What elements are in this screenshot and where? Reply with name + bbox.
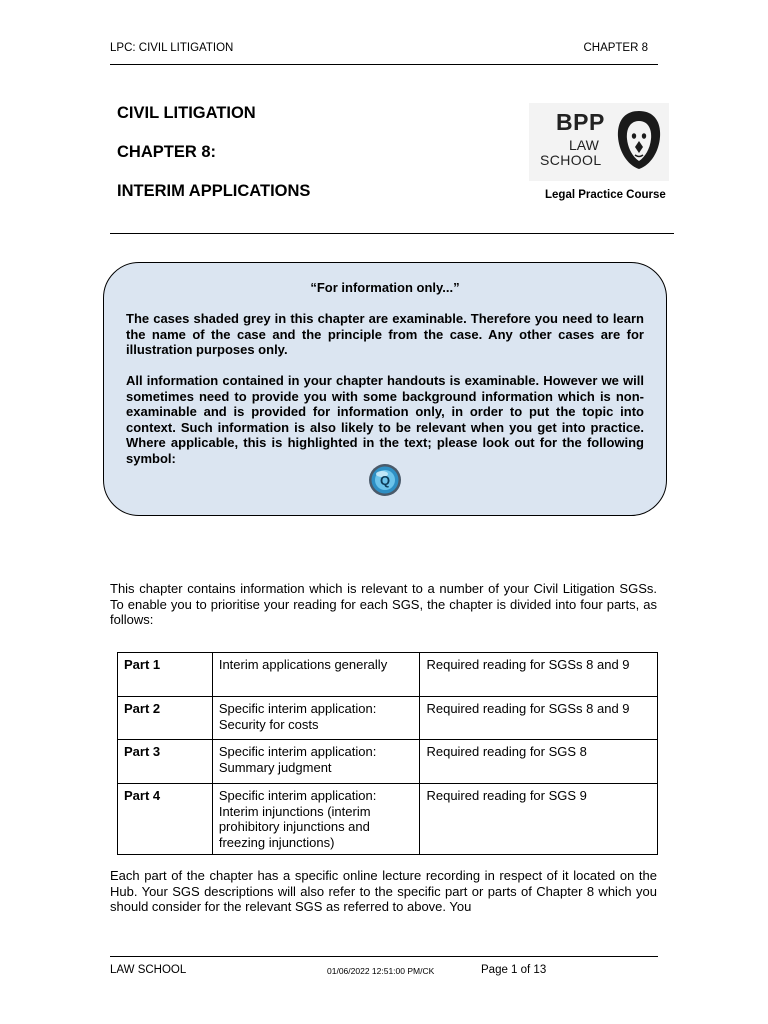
intro-paragraph: This chapter contains information which is relevant to a number of your Civil Litigation SGSs. To enable you to prioritise your reading for each SGS, the chapter is divided into four parts, as follows: bbox=[110, 581, 657, 628]
info-box-title: “For information only...” bbox=[310, 280, 460, 295]
info-box-paragraph-examinable-cases: The cases shaded grey in this chapter are examinable. Therefore you need to learn the name of the case and the principle from the case. Any other cases are for illustration purposes only. bbox=[126, 311, 644, 358]
table-row bbox=[118, 653, 658, 697]
footer-school: LAW SCHOOL bbox=[110, 964, 187, 976]
info-box-paragraph-background-info: All information contained in your chapter handouts is examinable. However we will sometimes need to provide you with some background information which is non-examinable and is provided for information only, in order to put the topic into context. Such information is also likely to be relevant when you get into practice. Where applicable, this is highlighted in the text; please look out for the following symbol: bbox=[126, 373, 644, 466]
footer-divider bbox=[110, 956, 658, 957]
header-course: LPC: CIVIL LITIGATION bbox=[110, 42, 234, 54]
lecture-paragraph: Each part of the chapter has a specific online lecture recording in respect of it located on the Hub. Your SGS descriptions will also refer to the specific part or parts of Chapter 8 which you should consider for the relevant SGS as referred to above. You bbox=[110, 868, 657, 915]
part-label: Part 1 bbox=[118, 653, 213, 697]
title-topic: INTERIM APPLICATIONS bbox=[117, 182, 311, 200]
table-row bbox=[118, 697, 658, 740]
part-reading: Required reading for SGS 9 bbox=[420, 784, 658, 855]
table-row bbox=[118, 740, 658, 784]
part-label: Part 2 bbox=[118, 697, 213, 740]
part-topic: Interim applications generally bbox=[212, 653, 420, 697]
part-label: Part 4 bbox=[118, 784, 213, 855]
svg-text:Q: Q bbox=[379, 473, 391, 488]
footer-timestamp: 01/06/2022 12:51:00 PM/CK bbox=[327, 966, 435, 976]
part-label: Part 3 bbox=[118, 740, 213, 784]
header-divider bbox=[110, 64, 658, 65]
logo-subtitle: Legal Practice Course bbox=[545, 189, 666, 201]
part-topic: Specific interim application: Security for costs bbox=[212, 697, 420, 740]
logo-law-text: LAW bbox=[569, 137, 599, 153]
footer-page-number: Page 1 of 13 bbox=[481, 964, 547, 976]
info-symbol-icon bbox=[368, 463, 402, 497]
title-divider bbox=[110, 233, 674, 234]
part-topic: Specific interim application: Summary judgment bbox=[212, 740, 420, 784]
lion-head-icon bbox=[615, 109, 663, 171]
logo-school-text: SCHOOL bbox=[540, 152, 602, 168]
header-chapter: CHAPTER 8 bbox=[583, 42, 648, 54]
information-notice-box bbox=[103, 262, 667, 516]
bpp-law-school-logo bbox=[529, 103, 669, 181]
part-reading: Required reading for SGS 8 bbox=[420, 740, 658, 784]
title-subject: CIVIL LITIGATION bbox=[117, 104, 256, 122]
table-row bbox=[118, 784, 658, 855]
part-reading: Required reading for SGSs 8 and 9 bbox=[420, 653, 658, 697]
chapter-parts-table bbox=[117, 652, 658, 855]
title-chapter: CHAPTER 8: bbox=[117, 143, 217, 161]
part-reading: Required reading for SGSs 8 and 9 bbox=[420, 697, 658, 740]
part-topic: Specific interim application: Interim injunctions (interim prohibitory injunctions and freezing injunctions) bbox=[212, 784, 420, 855]
logo-bpp-text: BPP bbox=[556, 109, 605, 135]
